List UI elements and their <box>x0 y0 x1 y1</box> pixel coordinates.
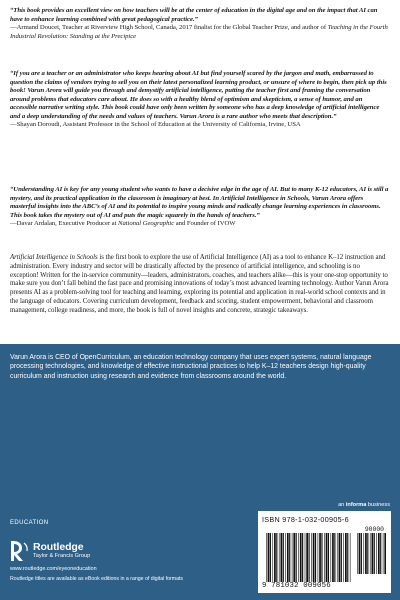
isbn-label: ISBN 978-1-032-00905-6 <box>262 515 349 524</box>
price-code: 90000 <box>364 526 384 533</box>
description-text: is the first book to explore the use of Artificial Intelligence (AI) as a tool to enhance K–12 instruction and administration. Every industry and sector will be drastically affected by the presence of artificial intelligence, and schooling is no exception! Written for the in-service community—leaders, administrators, coaches, and teachers alike—this is your one-stop opportunity to make sure you don’t fall behind the fast pace and promising innovations of today’s most advanced learning technology. Author Varun Arora presents AI as a problem-solving tool for teaching and learning, exploring its potential and application in real-world school contexts and in the language of educators. Covering curriculum development, feedback and scoring, student empowerment, behavioral and classroom management, college readiness, and more, the book is full of novel insights and concrete, strategic takeaways. <box>10 254 389 314</box>
publisher-url[interactable]: www.routledge.com/eyeoneducation <box>10 566 97 572</box>
endorsement-quote: “Understanding AI is key for any young student who wants to have a decisive edge in the age of AI. But to many K-12 educators, AI is still a mystery, and its practical application in the classroom is imaginary at best. In Artificial Intelligence in Schools, Varun Arora offers masterful insights into the ABC’s of AI and its potential to inspire young minds and radically change learning experiences in classrooms. This book takes the mystery out of AI and puts the magic squarely in the hands of teachers.” <box>10 186 389 219</box>
informa-tagline: an informa business <box>338 502 390 508</box>
ebook-note: Routledge titles are available as eBook editions in a range of digital formats <box>10 576 184 582</box>
endorsement-attribution: —Shayan Doroudi, Assistant Professor in the School of Education at the University of California, Irvine, USA <box>10 121 301 128</box>
category-label: EDUCATION <box>10 520 49 526</box>
endorsement-quote: “This book provides an excellent view on how teachers will be at the center of education in the digital age and on the impact that AI can have to enhance learning combined with great pedagogical practice.” <box>10 7 378 23</box>
endorsement-3 <box>10 186 390 229</box>
barcode-addon-bars <box>357 533 386 574</box>
barcode-bars <box>266 533 352 582</box>
routledge-logo-icon <box>9 539 29 563</box>
publisher-group: Taylor & Francis Group <box>33 553 91 560</box>
book-description <box>10 254 390 316</box>
endorsement-1 <box>10 7 390 41</box>
publisher-name: Routledge <box>33 541 84 554</box>
endorsement-attribution: —Armand Doucet, Teacher at Riverview High School, Canada, 2017 finalist for the Global Teacher Prize, and author of Teaching in the Fourth Industrial Revolution: Standing at the Precipice <box>10 24 388 40</box>
author-bio: Varun Arora is CEO of OpenCurriculum, an education technology company that uses expert systems, natural language processing technologies, and knowledge of effective instructional practices to help K–12 teachers design high-quality curriculum and instruction using research and evidence from classrooms around the world. <box>10 354 372 380</box>
endorsement-2 <box>10 70 390 130</box>
endorsement-quote: “If you are a teacher or an administrator who keeps hearing about AI but find yourself scared by the jargon and math, embarrassed to question the claims of vendors trying to sell you on their latest personalized learning product, or unsure of where to begin, then pick up this book! Varun Arora will guide you through and demystify artificial intelligence, putting the teacher first and framing the conversation around problems that educators care about. He does so with a healthy blend of optimism and skepticism, a sense of humor, and an accessible narrative writing style. This book could have only been written by someone who has a deep knowledge of artificial intelligence and a deep understanding of the needs and values of teachers. Varun Arora is a rare author who meets that description.” <box>10 70 387 120</box>
isbn-barcode <box>258 511 391 593</box>
publisher-logo <box>9 538 90 564</box>
barcode-digits: 9 781032 009056 <box>262 582 331 590</box>
endorsement-attribution: —Davar Ardalan, Executive Producer at National Geographic and Founder of IVOW <box>10 220 236 227</box>
book-title: Artificial Intelligence in Schools <box>10 254 98 261</box>
